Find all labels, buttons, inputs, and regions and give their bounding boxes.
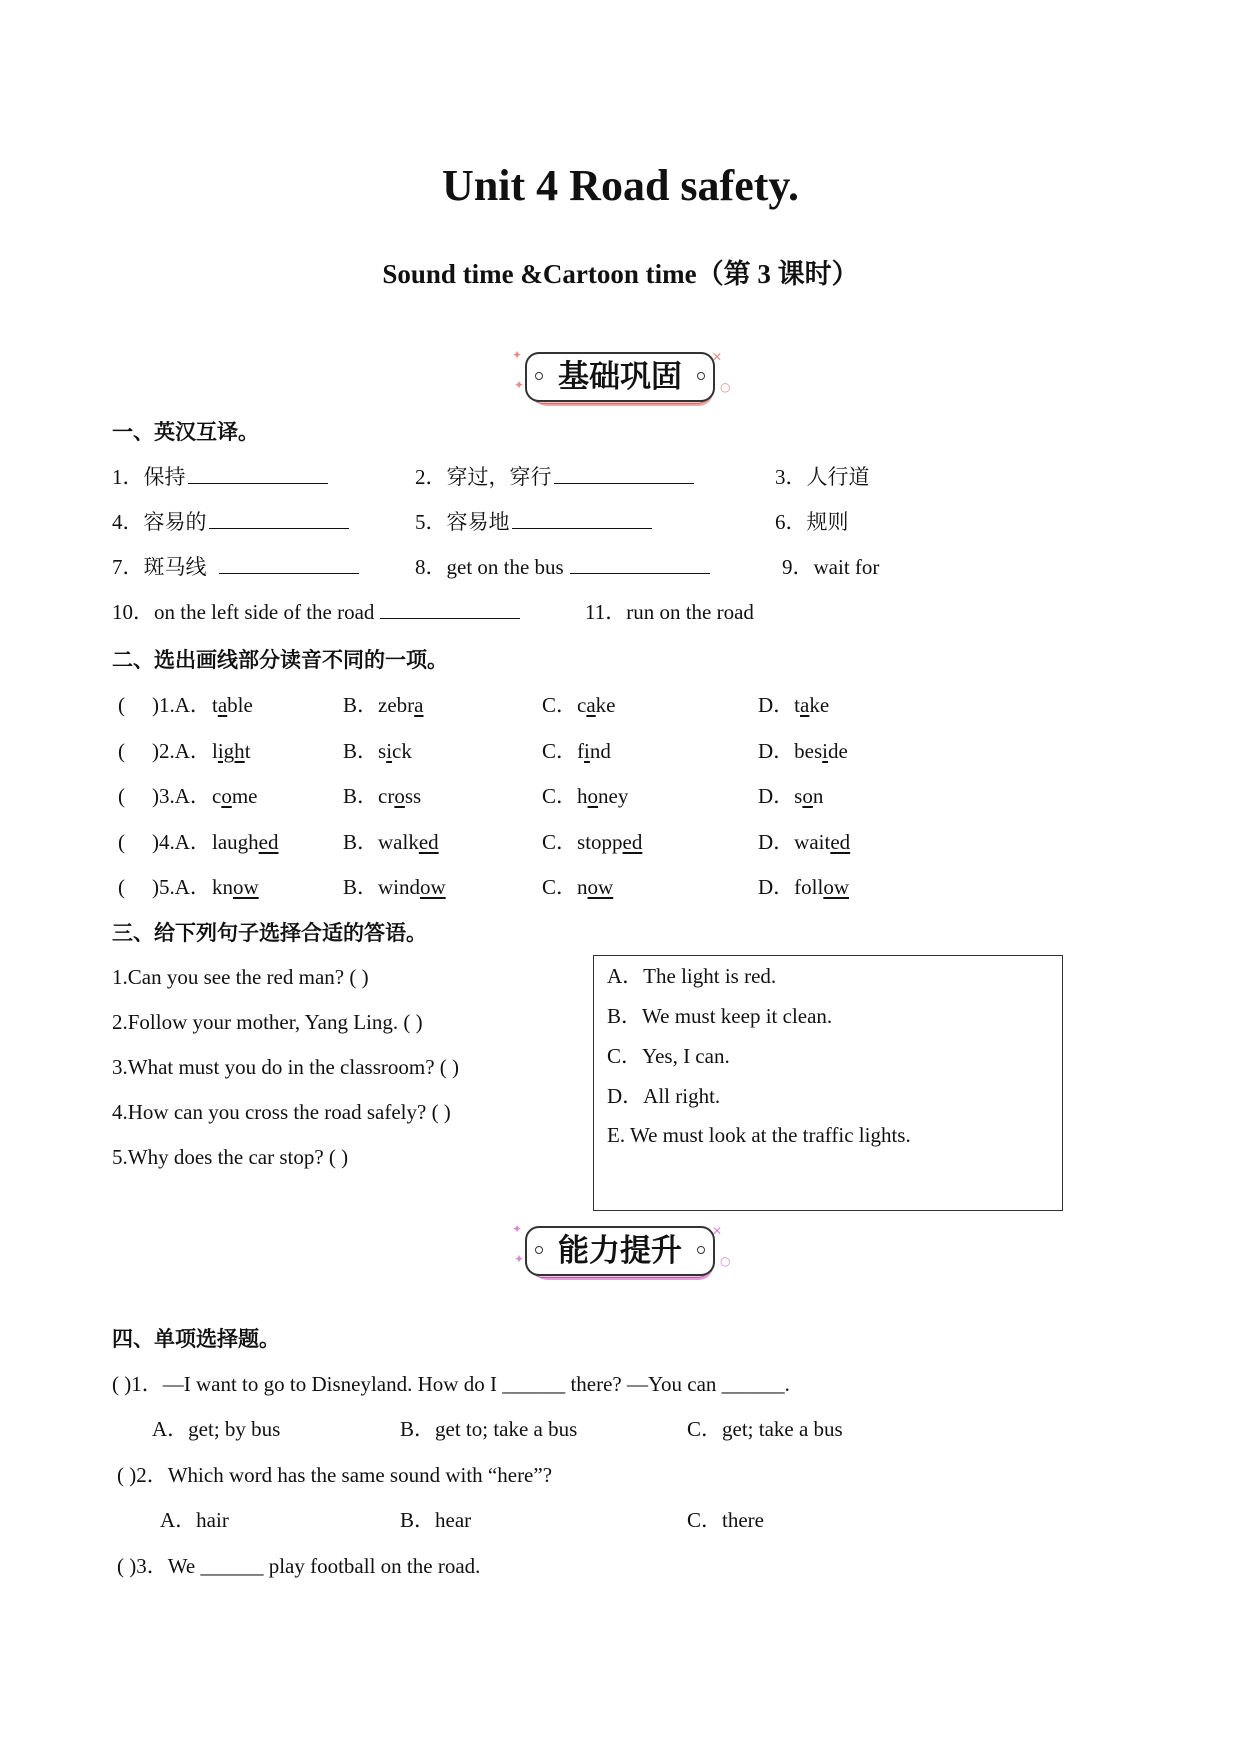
question-number: )2.A． — [152, 739, 211, 763]
mc-q2-option-c: C．there — [687, 1508, 764, 1532]
word-part: n — [812, 784, 824, 808]
option-d — [758, 782, 823, 810]
underlined-sound: o — [587, 784, 599, 808]
vocab-label: 5．容易地 — [415, 510, 510, 534]
option-word — [378, 784, 421, 808]
answer-blank[interactable] — [188, 463, 328, 484]
option-word — [794, 830, 850, 854]
option-a — [212, 782, 257, 810]
word-part: me — [231, 784, 258, 808]
option-letter: C． — [542, 739, 578, 763]
option-word — [794, 693, 829, 717]
word-part: ss — [404, 784, 422, 808]
option-letter: D． — [758, 739, 795, 763]
answer-paren[interactable]: ( — [118, 830, 125, 854]
word-part: ney — [598, 784, 629, 808]
vocab-label: 10．on the left side of the road — [112, 600, 375, 624]
option-c — [542, 873, 613, 901]
option-word — [212, 830, 278, 854]
mc-question-1: ( )1．—I want to go to Disneyland. How do I ______ there? —You can ______. — [112, 1372, 790, 1396]
mc-q1-option-c: C．get; take a bus — [687, 1417, 843, 1441]
option-b — [343, 782, 421, 810]
underlined-sound: a — [217, 693, 228, 717]
word-part: t — [212, 693, 218, 717]
vocab-label: 8．get on the bus — [415, 555, 564, 579]
underlined-sound: ow — [420, 875, 446, 899]
word-part: walk — [378, 830, 419, 854]
mc-q1-option-a: A．get; by bus — [152, 1417, 281, 1441]
word-part: t — [794, 693, 801, 717]
word-part: s — [794, 784, 803, 808]
option-d — [758, 828, 850, 856]
question-number: )5.A． — [152, 875, 211, 899]
option-letter: B． — [343, 784, 379, 808]
underlined-sound: i — [584, 739, 590, 763]
match-question-5: 5.Why does the car stop? ( ) — [112, 1145, 349, 1169]
match-question-3: 3.What must you do in the classroom? ( ) — [112, 1055, 460, 1079]
word-part: kn — [212, 875, 233, 899]
answer-paren[interactable]: ( — [118, 784, 125, 808]
answer-blank[interactable] — [219, 553, 359, 574]
option-letter: B． — [343, 875, 379, 899]
option-letter: D． — [758, 784, 795, 808]
section2-heading: 二、选出画线部分读音不同的一项。 — [112, 648, 448, 672]
option-c — [542, 828, 642, 856]
word-part: ck — [392, 739, 412, 763]
page-title: Unit 4 Road safety. — [442, 161, 799, 210]
word-part: t — [244, 739, 251, 763]
word-part: foll — [794, 875, 824, 899]
option-letter: C． — [542, 693, 578, 717]
option-word — [378, 875, 446, 899]
vocab-item-5 — [415, 508, 652, 536]
sparkle-icon: ✕ — [712, 1224, 723, 1238]
answer-option-c: C．Yes, I can. — [607, 1044, 730, 1068]
vocab-item-7 — [112, 553, 359, 581]
option-letter: C． — [542, 875, 578, 899]
banner-label: 能力提升 — [558, 1233, 682, 1269]
mc-q2-option-a: A．hair — [160, 1508, 229, 1532]
section4-heading: 四、单项选择题。 — [112, 1327, 280, 1351]
option-c — [542, 691, 616, 719]
word-part: c — [212, 784, 222, 808]
sparkle-icon: ✦ — [514, 1252, 525, 1266]
sparkle-icon: ✦ — [514, 378, 525, 392]
sparkle-icon: ✕ — [712, 350, 723, 364]
answer-option-b: B．We must keep it clean. — [607, 1004, 833, 1028]
option-d — [758, 873, 849, 901]
option-word — [378, 739, 412, 763]
option-b — [343, 737, 412, 765]
underlined-sound: i — [386, 739, 393, 763]
sparkle-icon: ✦ — [512, 1222, 523, 1236]
option-word — [577, 693, 615, 717]
option-letter: B． — [343, 739, 379, 763]
banner-advanced — [525, 1226, 725, 1296]
option-letter: B． — [343, 830, 379, 854]
answer-option-d: D．All right. — [607, 1084, 721, 1108]
vocab-label: 9．wait for — [782, 555, 880, 579]
vocab-item-1 — [112, 463, 328, 491]
word-part: laugh — [212, 830, 259, 854]
word-part: nd — [589, 739, 611, 763]
option-d — [758, 737, 848, 765]
section1-heading: 一、英汉互译。 — [112, 420, 259, 444]
option-word — [378, 693, 423, 717]
answer-paren[interactable]: ( — [118, 875, 125, 899]
underlined-sound: igh — [217, 739, 245, 763]
sparkle-icon: ○ — [720, 1254, 731, 1268]
vocab-item-9 — [782, 553, 879, 581]
underlined-sound: ow — [233, 875, 259, 899]
vocab-item-6 — [775, 508, 849, 536]
answer-blank[interactable] — [554, 463, 694, 484]
match-question-2: 2.Follow your mother, Yang Ling. ( ) — [112, 1010, 423, 1034]
word-part: stopp — [577, 830, 623, 854]
option-letter: D． — [758, 830, 795, 854]
underlined-sound: ed — [418, 830, 439, 854]
option-letter: D． — [758, 875, 795, 899]
option-word — [794, 875, 849, 899]
underlined-sound: a — [414, 693, 424, 717]
section3-heading: 三、给下列句子选择合适的答语。 — [112, 921, 427, 945]
match-question-1: 1.Can you see the red man? ( ) — [112, 965, 369, 989]
word-part: ke — [595, 693, 616, 717]
option-b — [343, 873, 446, 901]
vocab-label: 6．规则 — [775, 510, 849, 534]
page-subtitle: Sound time &Cartoon time（第 3 课时） — [382, 259, 859, 289]
sparkle-icon: ✦ — [512, 348, 523, 362]
word-part: ke — [809, 693, 830, 717]
mc-q1-option-b: B．get to; take a bus — [400, 1417, 578, 1441]
option-word — [577, 830, 642, 854]
question-number: )1.A． — [152, 693, 211, 717]
option-letter: D． — [758, 693, 795, 717]
mc-q2-option-b: B．hear — [400, 1508, 472, 1532]
word-part: wind — [378, 875, 421, 899]
option-c — [542, 737, 611, 765]
option-a — [212, 737, 251, 765]
answer-blank[interactable] — [380, 598, 520, 619]
option-word — [212, 875, 259, 899]
vocab-label: 11．run on the road — [585, 600, 754, 624]
option-word — [794, 739, 848, 763]
underlined-sound: i — [822, 739, 829, 763]
mc-question-3: ( )3．We ______ play football on the road. — [117, 1554, 481, 1578]
option-word — [577, 875, 613, 899]
option-word — [794, 784, 823, 808]
sparkle-icon: ○ — [720, 380, 731, 394]
answer-paren[interactable]: ( — [118, 693, 125, 717]
option-letter: B． — [343, 693, 379, 717]
vocab-label: 1．保持 — [112, 465, 186, 489]
answer-paren[interactable]: ( — [118, 739, 125, 763]
option-word — [577, 739, 611, 763]
question-number: )3.A． — [152, 784, 211, 808]
option-b — [343, 691, 423, 719]
underlined-sound: o — [394, 784, 405, 808]
option-letter: C． — [542, 784, 578, 808]
word-part: s — [378, 739, 387, 763]
word-part: de — [828, 739, 848, 763]
option-c — [542, 782, 628, 810]
answer-option-a: A．The light is red. — [607, 964, 777, 988]
answer-blank[interactable] — [512, 508, 652, 529]
word-part: h — [577, 784, 588, 808]
word-part: zebr — [378, 693, 415, 717]
word-part: f — [577, 739, 585, 763]
word-part: wait — [794, 830, 831, 854]
underlined-sound: o — [221, 784, 232, 808]
underlined-sound: a — [586, 693, 596, 717]
underlined-sound: a — [800, 693, 810, 717]
underlined-sound: ow — [587, 875, 614, 899]
word-part: bes — [794, 739, 823, 763]
word-part: l — [212, 739, 218, 763]
option-b — [343, 828, 439, 856]
word-part: c — [577, 693, 587, 717]
vocab-item-3 — [775, 463, 870, 491]
option-a — [212, 691, 253, 719]
vocab-label: 4．容易的 — [112, 510, 207, 534]
word-part: cr — [378, 784, 395, 808]
underlined-sound: ed — [622, 830, 643, 854]
underlined-sound: o — [802, 784, 813, 808]
option-a — [212, 873, 259, 901]
vocab-item-10 — [112, 598, 520, 626]
option-d — [758, 691, 829, 719]
option-word — [212, 693, 253, 717]
option-a — [212, 828, 278, 856]
underlined-sound: ed — [830, 830, 851, 854]
mc-question-2: ( )2．Which word has the same sound with “here”? — [117, 1463, 553, 1487]
banner-basic — [525, 352, 725, 422]
option-letter: C． — [542, 830, 578, 854]
vocab-label: 7．斑马线 — [112, 555, 207, 579]
vocab-item-8 — [415, 553, 710, 581]
match-question-4: 4.How can you cross the road safely? ( ) — [112, 1100, 451, 1124]
option-word — [378, 830, 439, 854]
underlined-sound: ow — [823, 875, 850, 899]
option-word — [212, 784, 257, 808]
vocab-item-4 — [112, 508, 349, 536]
vocab-item-2 — [415, 463, 694, 491]
answer-option-e: E. We must look at the traffic lights. — [607, 1123, 911, 1147]
answer-blank[interactable] — [570, 553, 710, 574]
word-part: ble — [227, 693, 253, 717]
vocab-label: 2．穿过，穿行 — [415, 465, 552, 489]
banner-label: 基础巩固 — [558, 359, 682, 395]
vocab-item-11 — [585, 598, 754, 626]
option-word — [577, 784, 628, 808]
question-number: )4.A． — [152, 830, 211, 854]
word-part: n — [577, 875, 588, 899]
vocab-label: 3．人行道 — [775, 465, 870, 489]
answer-blank[interactable] — [209, 508, 349, 529]
underlined-sound: ed — [258, 830, 279, 854]
option-word — [212, 739, 251, 763]
